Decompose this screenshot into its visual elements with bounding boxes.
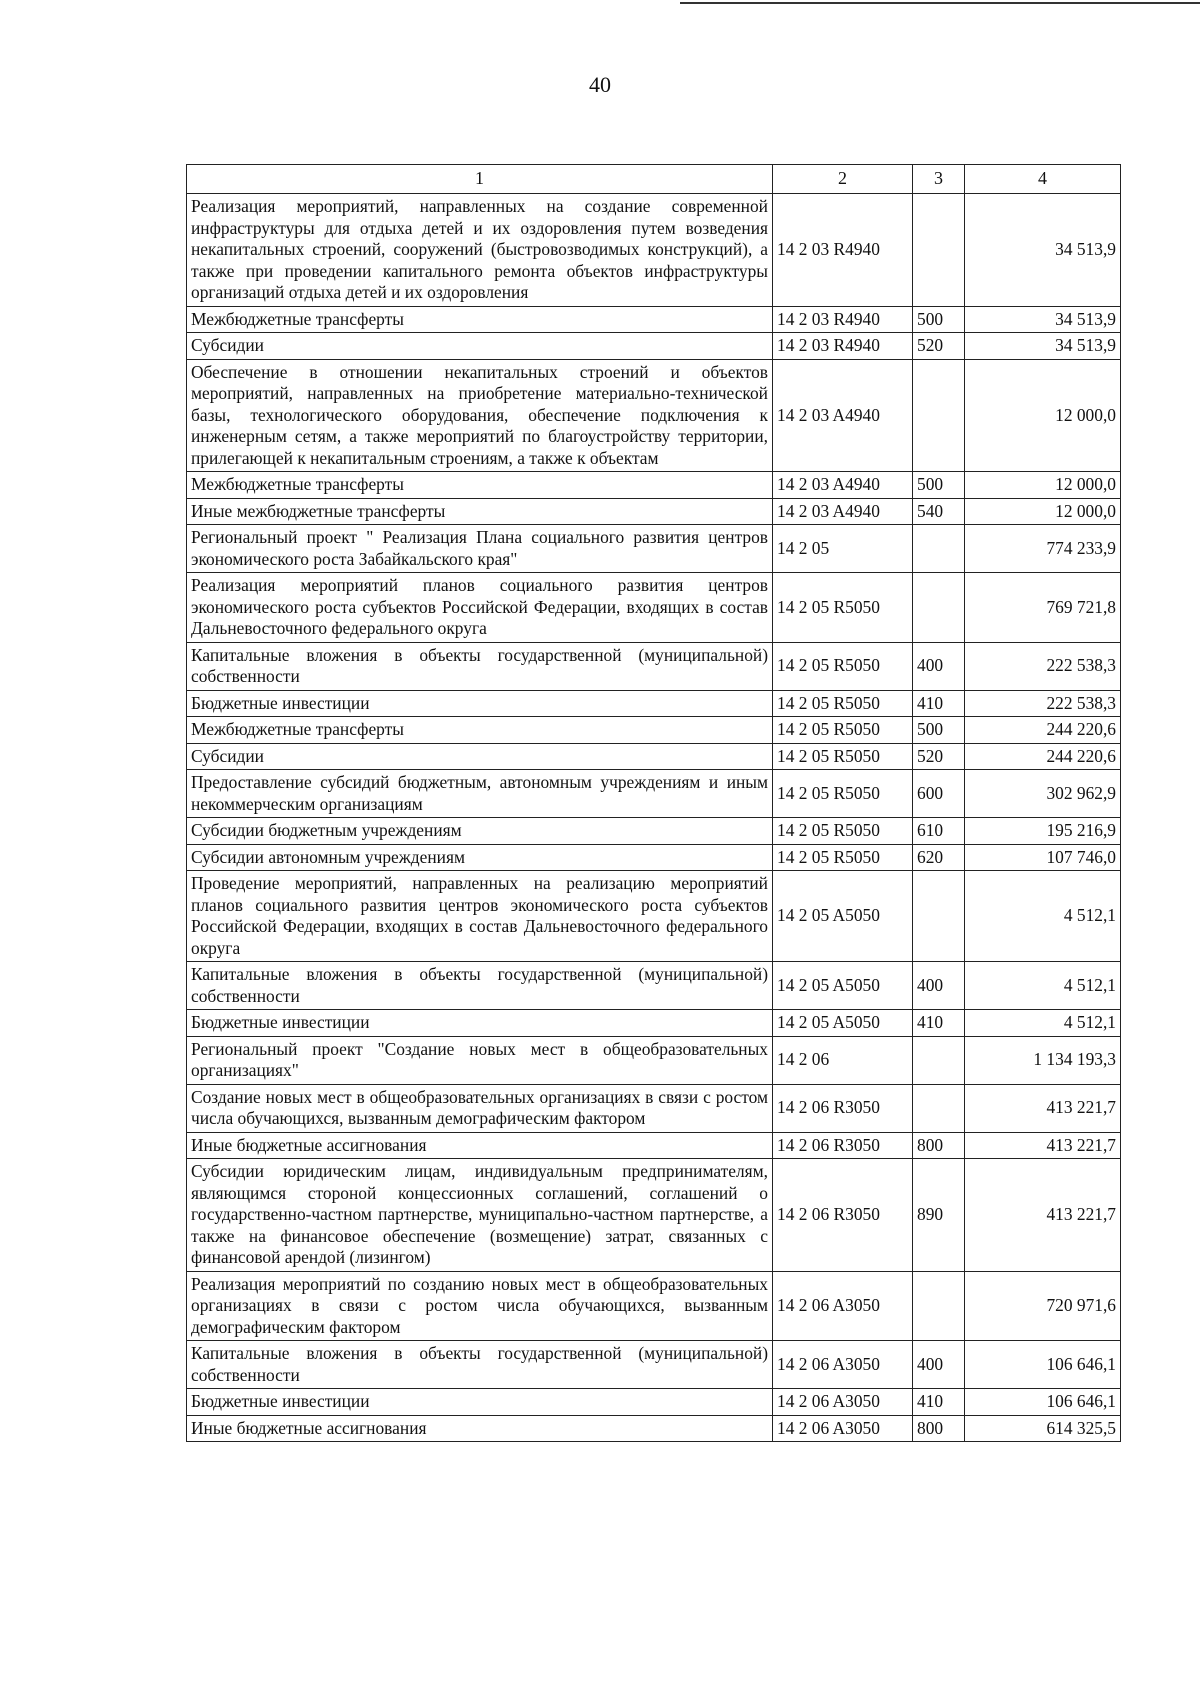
row-type-cell: 800 bbox=[913, 1415, 965, 1442]
row-type-cell: 500 bbox=[913, 472, 965, 499]
table-row bbox=[187, 871, 1121, 962]
table-row bbox=[187, 844, 1121, 871]
table-row bbox=[187, 642, 1121, 690]
column-header: 3 bbox=[913, 165, 965, 194]
row-name-cell: Капитальные вложения в объекты государственной (муниципальной) собственности bbox=[187, 642, 773, 690]
row-code-cell: 14 2 06 A3050 bbox=[773, 1271, 913, 1341]
column-header: 1 bbox=[187, 165, 773, 194]
table-row bbox=[187, 770, 1121, 818]
row-type-cell bbox=[913, 194, 965, 307]
table-row bbox=[187, 194, 1121, 307]
row-code-cell: 14 2 05 A5050 bbox=[773, 962, 913, 1010]
table-row bbox=[187, 1271, 1121, 1341]
row-code-cell: 14 2 06 bbox=[773, 1036, 913, 1084]
row-type-cell: 610 bbox=[913, 818, 965, 845]
row-sum-cell: 34 513,9 bbox=[965, 333, 1121, 360]
table-row bbox=[187, 962, 1121, 1010]
table-row bbox=[187, 1159, 1121, 1272]
table-row bbox=[187, 717, 1121, 744]
row-sum-cell: 4 512,1 bbox=[965, 871, 1121, 962]
row-sum-cell: 222 538,3 bbox=[965, 690, 1121, 717]
row-code-cell: 14 2 05 bbox=[773, 525, 913, 573]
row-name-cell: Межбюджетные трансферты bbox=[187, 472, 773, 499]
row-name-cell: Иные бюджетные ассигнования bbox=[187, 1415, 773, 1442]
row-code-cell: 14 2 05 R5050 bbox=[773, 690, 913, 717]
row-sum-cell: 4 512,1 bbox=[965, 1010, 1121, 1037]
row-code-cell: 14 2 05 R5050 bbox=[773, 642, 913, 690]
row-name-cell: Межбюджетные трансферты bbox=[187, 717, 773, 744]
row-name-cell: Бюджетные инвестиции bbox=[187, 1389, 773, 1416]
row-type-cell bbox=[913, 525, 965, 573]
row-sum-cell: 244 220,6 bbox=[965, 717, 1121, 744]
row-name-cell: Иные бюджетные ассигнования bbox=[187, 1132, 773, 1159]
row-name-cell: Реализация мероприятий, направленных на создание современной инфраструктуры для отдыха детей и их оздоровления путем возведения некапитальных строений, сооружений (быстровозводимых конструкций), а также при проведении капитального ремонта объектов инфраструктуры организаций отдыха детей и их оздоровления bbox=[187, 194, 773, 307]
row-code-cell: 14 2 06 A3050 bbox=[773, 1341, 913, 1389]
table-row bbox=[187, 1084, 1121, 1132]
row-type-cell: 540 bbox=[913, 498, 965, 525]
budget-table-body bbox=[187, 165, 1121, 1442]
row-name-cell: Иные межбюджетные трансферты bbox=[187, 498, 773, 525]
row-sum-cell: 413 221,7 bbox=[965, 1132, 1121, 1159]
row-name-cell: Субсидии бюджетным учреждениям bbox=[187, 818, 773, 845]
row-code-cell: 14 2 05 R5050 bbox=[773, 743, 913, 770]
row-sum-cell: 413 221,7 bbox=[965, 1159, 1121, 1272]
row-sum-cell: 12 000,0 bbox=[965, 359, 1121, 472]
row-code-cell: 14 2 05 R5050 bbox=[773, 573, 913, 643]
row-type-cell bbox=[913, 871, 965, 962]
table-row bbox=[187, 1415, 1121, 1442]
row-type-cell: 410 bbox=[913, 1389, 965, 1416]
row-type-cell: 410 bbox=[913, 1010, 965, 1037]
table-row bbox=[187, 818, 1121, 845]
row-sum-cell: 106 646,1 bbox=[965, 1341, 1121, 1389]
table-header-row bbox=[187, 165, 1121, 194]
table-row bbox=[187, 1010, 1121, 1037]
row-type-cell: 600 bbox=[913, 770, 965, 818]
row-name-cell: Региональный проект " Реализация Плана социального развития центров экономического роста Забайкальского края" bbox=[187, 525, 773, 573]
row-type-cell: 400 bbox=[913, 1341, 965, 1389]
table-row bbox=[187, 498, 1121, 525]
page-number: 40 bbox=[589, 72, 611, 97]
table-row bbox=[187, 306, 1121, 333]
row-type-cell bbox=[913, 1271, 965, 1341]
table-row bbox=[187, 1341, 1121, 1389]
row-name-cell: Проведение мероприятий, направленных на реализацию мероприятий планов социального развития центров экономического роста субъектов Российской Федерации, входящих в состав Дальневосточного федерального округа bbox=[187, 871, 773, 962]
column-header: 2 bbox=[773, 165, 913, 194]
row-sum-cell: 34 513,9 bbox=[965, 194, 1121, 307]
table-row bbox=[187, 333, 1121, 360]
row-name-cell: Предоставление субсидий бюджетным, автономным учреждениям и иным некоммерческим организациям bbox=[187, 770, 773, 818]
row-code-cell: 14 2 05 A5050 bbox=[773, 871, 913, 962]
row-type-cell: 890 bbox=[913, 1159, 965, 1272]
row-name-cell: Капитальные вложения в объекты государственной (муниципальной) собственности bbox=[187, 1341, 773, 1389]
row-name-cell: Субсидии bbox=[187, 743, 773, 770]
table-row bbox=[187, 359, 1121, 472]
row-sum-cell: 774 233,9 bbox=[965, 525, 1121, 573]
row-code-cell: 14 2 03 R4940 bbox=[773, 194, 913, 307]
row-sum-cell: 720 971,6 bbox=[965, 1271, 1121, 1341]
table-row bbox=[187, 573, 1121, 643]
row-sum-cell: 1 134 193,3 bbox=[965, 1036, 1121, 1084]
row-name-cell: Обеспечение в отношении некапитальных строений и объектов мероприятий, направленных на приобретение материально-технической базы, технологического оборудования, обеспечение подключения к инженерным сетям, а также мероприятий по благоустройству территории, прилегающей к некапитальным строениям, а также к объектам bbox=[187, 359, 773, 472]
row-name-cell: Субсидии юридическим лицам, индивидуальным предпринимателям, являющимся стороной концессионных соглашений, соглашений о государственно-частном партнерстве, муниципально-частном партнерстве, а также на финансовое обеспечение (возмещение) затрат, связанных с финансовой арендой (лизингом) bbox=[187, 1159, 773, 1272]
row-type-cell: 410 bbox=[913, 690, 965, 717]
row-code-cell: 14 2 05 A5050 bbox=[773, 1010, 913, 1037]
row-type-cell bbox=[913, 1036, 965, 1084]
row-sum-cell: 413 221,7 bbox=[965, 1084, 1121, 1132]
column-header: 4 bbox=[965, 165, 1121, 194]
row-code-cell: 14 2 03 A4940 bbox=[773, 498, 913, 525]
row-name-cell: Бюджетные инвестиции bbox=[187, 1010, 773, 1037]
row-type-cell: 500 bbox=[913, 717, 965, 744]
row-type-cell: 400 bbox=[913, 642, 965, 690]
row-code-cell: 14 2 06 A3050 bbox=[773, 1415, 913, 1442]
row-sum-cell: 107 746,0 bbox=[965, 844, 1121, 871]
row-type-cell: 800 bbox=[913, 1132, 965, 1159]
row-name-cell: Создание новых мест в общеобразовательных организациях в связи с ростом числа обучающихся, вызванным демографическим фактором bbox=[187, 1084, 773, 1132]
row-code-cell: 14 2 03 A4940 bbox=[773, 359, 913, 472]
budget-table bbox=[186, 164, 1121, 1442]
row-sum-cell: 302 962,9 bbox=[965, 770, 1121, 818]
row-sum-cell: 222 538,3 bbox=[965, 642, 1121, 690]
row-sum-cell: 614 325,5 bbox=[965, 1415, 1121, 1442]
row-sum-cell: 195 216,9 bbox=[965, 818, 1121, 845]
row-code-cell: 14 2 05 R5050 bbox=[773, 844, 913, 871]
row-sum-cell: 106 646,1 bbox=[965, 1389, 1121, 1416]
row-sum-cell: 4 512,1 bbox=[965, 962, 1121, 1010]
row-name-cell: Капитальные вложения в объекты государственной (муниципальной) собственности bbox=[187, 962, 773, 1010]
row-type-cell bbox=[913, 1084, 965, 1132]
row-code-cell: 14 2 05 R5050 bbox=[773, 770, 913, 818]
row-name-cell: Бюджетные инвестиции bbox=[187, 690, 773, 717]
row-type-cell: 500 bbox=[913, 306, 965, 333]
row-type-cell bbox=[913, 359, 965, 472]
row-code-cell: 14 2 03 A4940 bbox=[773, 472, 913, 499]
row-code-cell: 14 2 06 R3050 bbox=[773, 1132, 913, 1159]
table-row bbox=[187, 743, 1121, 770]
row-name-cell: Субсидии автономным учреждениям bbox=[187, 844, 773, 871]
row-type-cell: 520 bbox=[913, 333, 965, 360]
row-type-cell bbox=[913, 573, 965, 643]
row-sum-cell: 769 721,8 bbox=[965, 573, 1121, 643]
row-code-cell: 14 2 03 R4940 bbox=[773, 306, 913, 333]
row-code-cell: 14 2 05 R5050 bbox=[773, 818, 913, 845]
row-code-cell: 14 2 06 R3050 bbox=[773, 1084, 913, 1132]
row-type-cell: 400 bbox=[913, 962, 965, 1010]
row-code-cell: 14 2 03 R4940 bbox=[773, 333, 913, 360]
table-row bbox=[187, 1132, 1121, 1159]
row-code-cell: 14 2 05 R5050 bbox=[773, 717, 913, 744]
row-type-cell: 620 bbox=[913, 844, 965, 871]
row-type-cell: 520 bbox=[913, 743, 965, 770]
row-name-cell: Реализация мероприятий по созданию новых мест в общеобразовательных организациях в связи с ростом числа обучающихся, вызванным демографическим фактором bbox=[187, 1271, 773, 1341]
table-row bbox=[187, 1036, 1121, 1084]
row-name-cell: Межбюджетные трансферты bbox=[187, 306, 773, 333]
row-name-cell: Реализация мероприятий планов социального развития центров экономического роста субъектов Российской Федерации, входящих в состав Дальневосточного федерального округа bbox=[187, 573, 773, 643]
table-row bbox=[187, 690, 1121, 717]
row-sum-cell: 34 513,9 bbox=[965, 306, 1121, 333]
row-sum-cell: 12 000,0 bbox=[965, 498, 1121, 525]
table-row bbox=[187, 472, 1121, 499]
row-name-cell: Региональный проект "Создание новых мест в общеобразовательных организациях" bbox=[187, 1036, 773, 1084]
row-name-cell: Субсидии bbox=[187, 333, 773, 360]
top-rule bbox=[680, 2, 1200, 4]
table-row bbox=[187, 525, 1121, 573]
row-sum-cell: 244 220,6 bbox=[965, 743, 1121, 770]
table-row bbox=[187, 1389, 1121, 1416]
row-code-cell: 14 2 06 R3050 bbox=[773, 1159, 913, 1272]
row-sum-cell: 12 000,0 bbox=[965, 472, 1121, 499]
row-code-cell: 14 2 06 A3050 bbox=[773, 1389, 913, 1416]
